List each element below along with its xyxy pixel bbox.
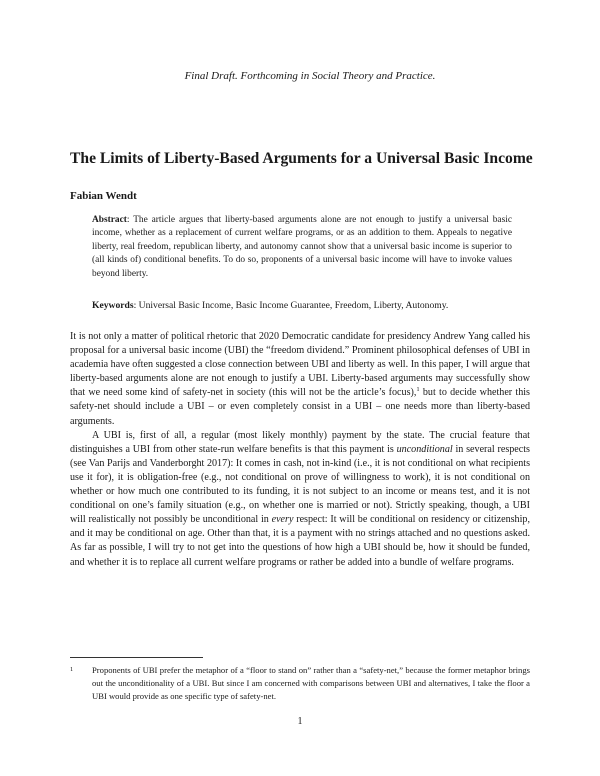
paragraph-1-text-b: but to decide whether this safety-net should include a UBI – or even completely consist in a UBI – one needs more than liberty-based arguments. (70, 387, 530, 427)
paragraph-1 (70, 330, 530, 429)
footnote-text: Proponents of UBI prefer the metaphor of a “floor to stand on” rather than a “safety-net,” because the former metaphor brings out the unconditionality of a UBI. But since I am concerned with comparisons between UBI and alternatives, I take the floor a UBI would provide as one specific type of safety-net. (92, 665, 530, 701)
publication-note: Final Draft. Forthcoming in Social Theory and Practice. (184, 70, 436, 82)
keywords-label: Keywords (92, 300, 134, 311)
footnote-divider (70, 657, 203, 658)
paragraph-2 (70, 429, 530, 570)
paragraph-2-text-b: in several respects (see Van Parijs and Vanderborght 2017): It comes in cash, not in-kind (i.e., it is not conditional on what recipients use it for), it is obligation-free (e.g., not conditional on prove of willingness to work), it is not conditional on whether or how much one contributed to its funding, it is not subject to an income or means test, and it is not conditional on one’s family situation (e.g., on whether one is married or not). Strictly speaking, though, a UBI will realistically not possibly be unconditional in (70, 443, 530, 526)
abstract-label: Abstract (92, 215, 127, 225)
paragraph-2-emphasis-every: every (271, 514, 294, 526)
keywords (92, 299, 532, 312)
article-title: The Limits of Liberty-Based Arguments for a Universal Basic Income (70, 150, 533, 167)
footnote (70, 664, 530, 703)
footnote-reference[interactable]: 1 (416, 386, 420, 394)
paragraph-2-text-c: respect: It will be conditional on residency or citizenship, and it may be conditional on age. Other than that, it is a payment with no strings attached and no questions asked. As far as possible, I will try to not get into the questions of how high a UBI should be, how it should be funded, and whether it is to replace all current welfare programs or rather be added into a bundle of welfare programs. (70, 514, 530, 568)
abstract-text: : The article argues that liberty-based arguments alone are not enough to justify a universal basic income, whether as a replacement of current welfare programs, or as an addition to them. Appeals to negative liberty, real freedom, republican liberty, and autonomy cannot show that a universal basic income is superior to (all kinds of) conditional benefits. To do so, proponents of a universal basic income will have to invoke values beyond liberty. (92, 215, 512, 279)
body-text (70, 330, 530, 570)
author-name: Fabian Wendt (70, 190, 137, 202)
paragraph-2-text-a: A UBI is, first of all, a regular (most likely monthly) payment by the state. The crucial feature that distinguishes a UBI from other state-run welfare benefits is that this payment is (70, 429, 530, 455)
footnote-number: 1 (70, 666, 74, 673)
keywords-text: : Universal Basic Income, Basic Income Guarantee, Freedom, Liberty, Autonomy. (133, 300, 449, 311)
abstract (92, 214, 512, 281)
page-number: 1 (297, 716, 303, 727)
paragraph-2-emphasis-unconditional: unconditional (396, 443, 453, 455)
paragraph-1-text-a: It is not only a matter of political rhetoric that 2020 Democratic candidate for presidency Andrew Yang called his proposal for a universal basic income (UBI) the “freedom dividend.” Prominent philosophical defenses of UBI in academia have often suggested a close connection between UBI and liberty as well. In this paper, I will argue that liberty-based arguments alone are not enough to justify a UBI. Liberty-based arguments may successfully show that we need some kind of safety-net in society (this will not be the article’s focus), (70, 331, 530, 399)
